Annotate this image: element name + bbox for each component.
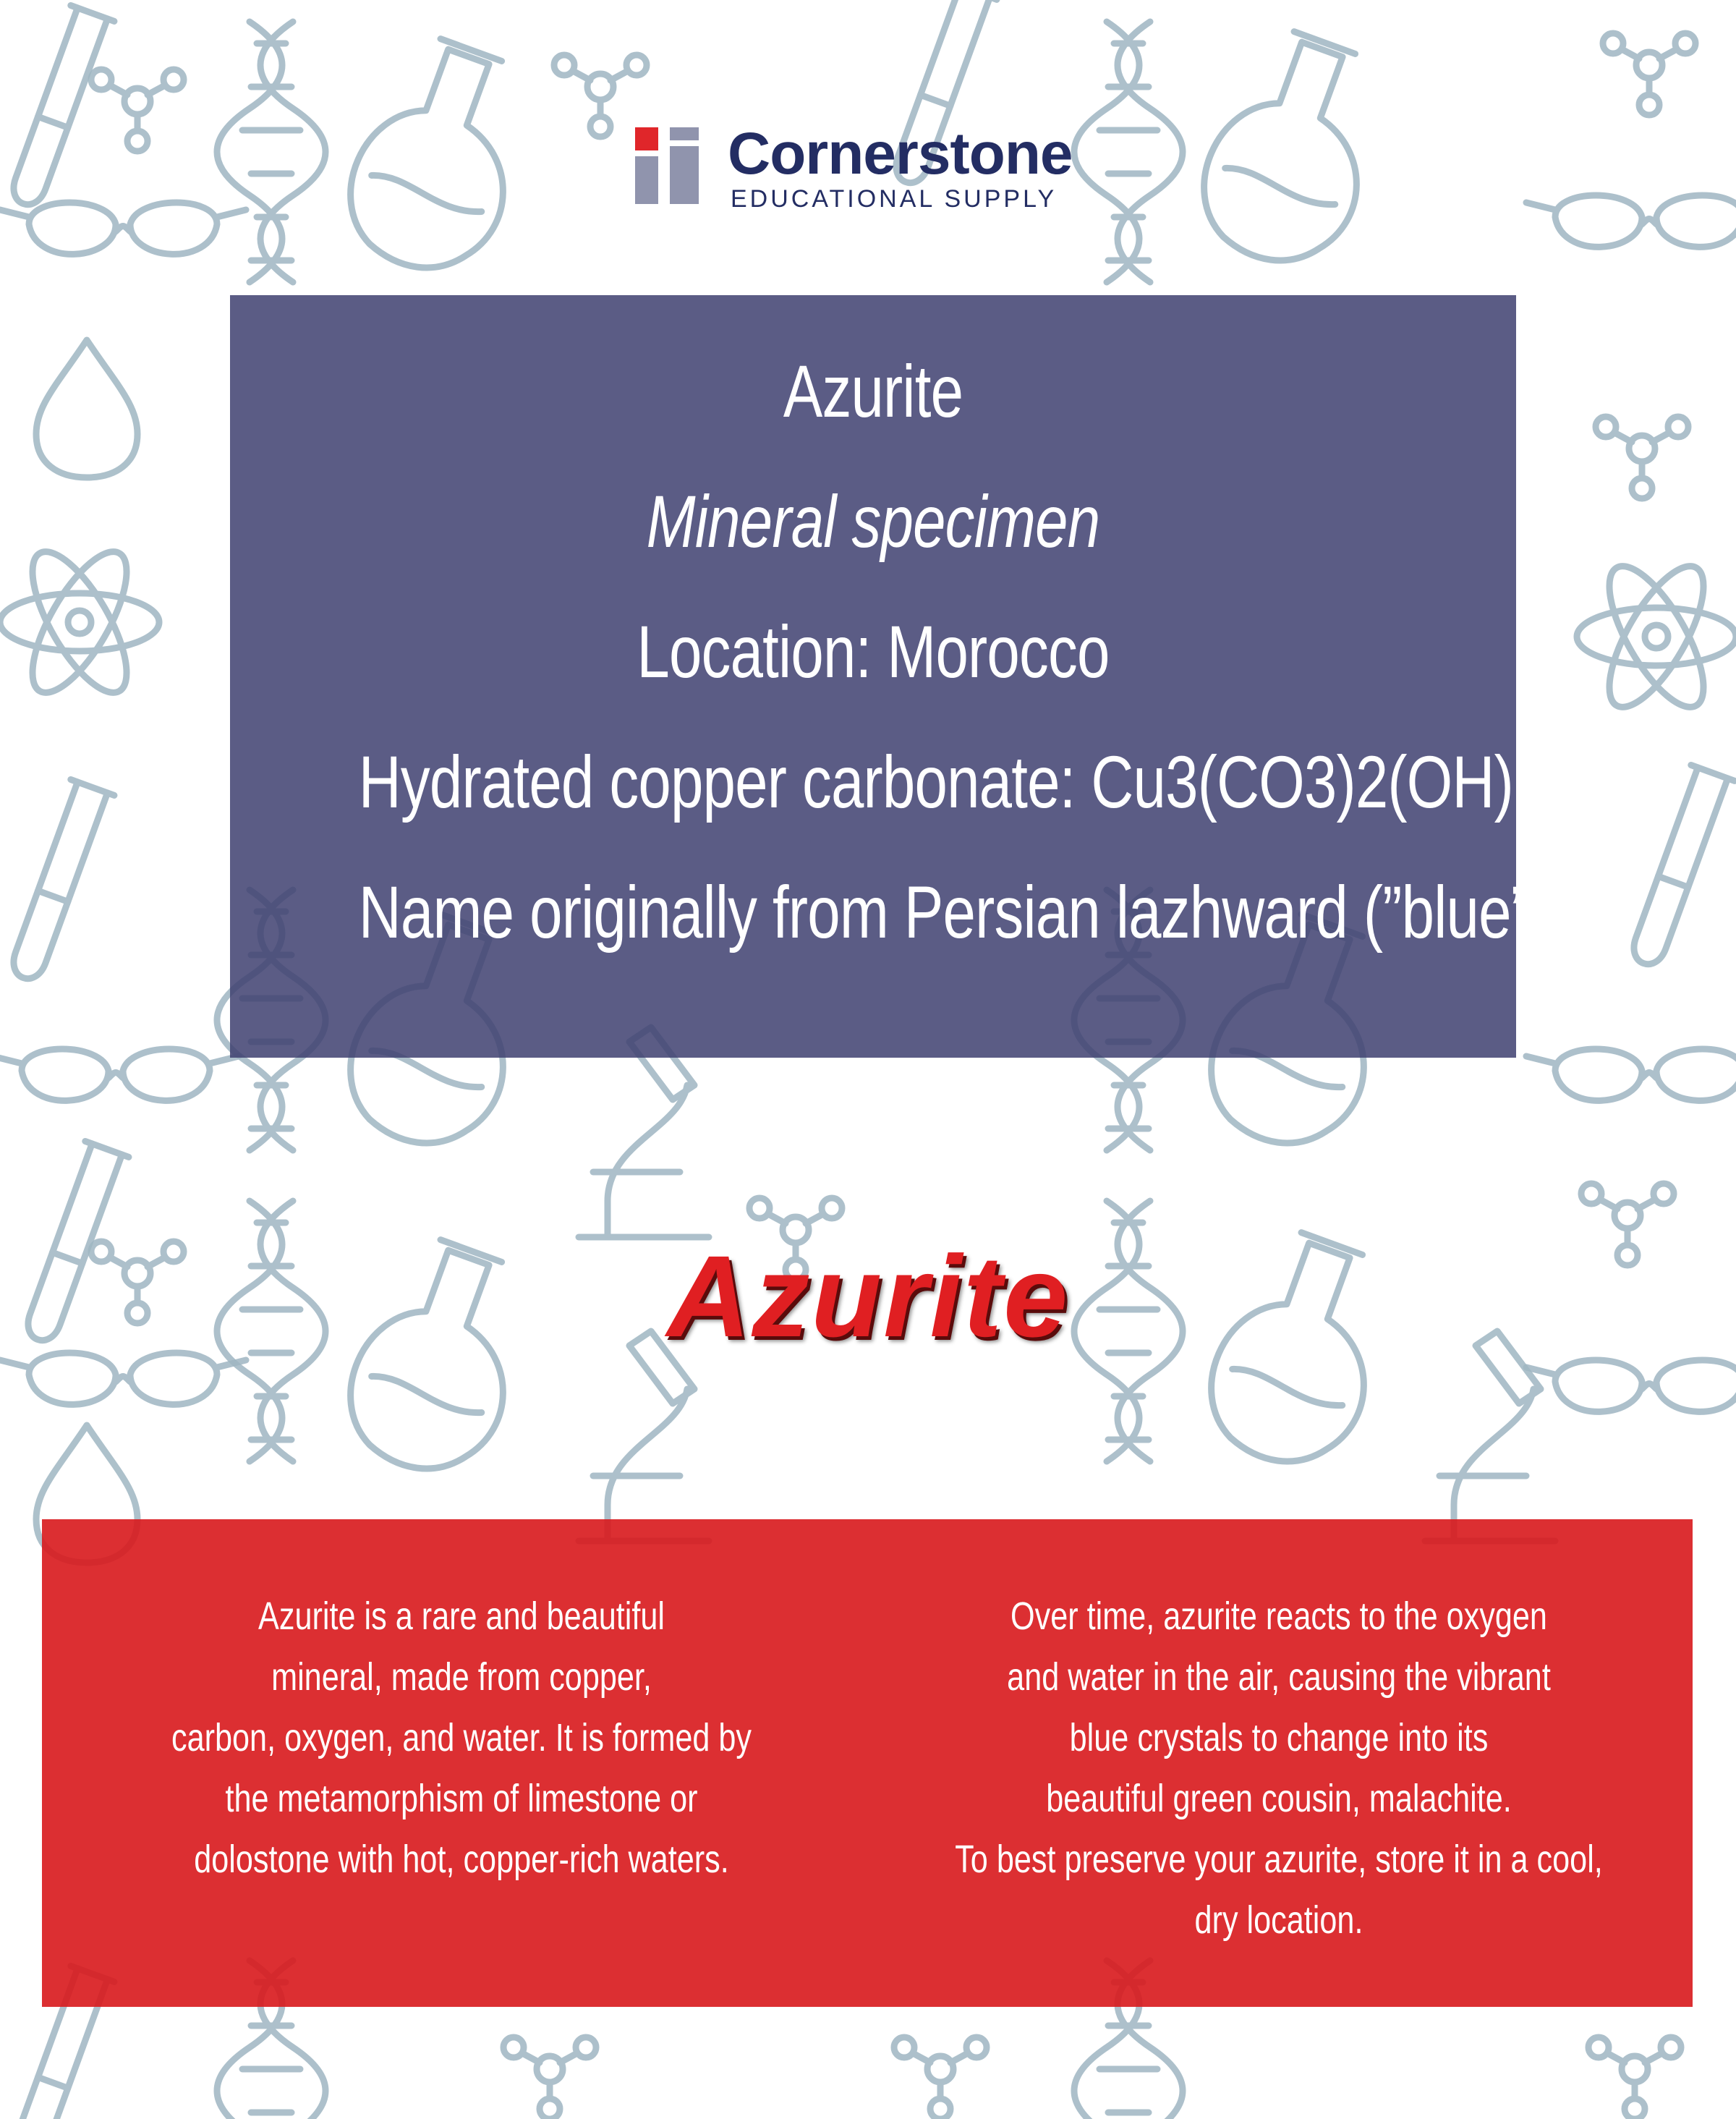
brand-name: Cornerstone — [728, 121, 1073, 187]
description-line: dry location. — [1194, 1898, 1363, 1942]
specimen-formula: Hydrated copper carbonate: Cu3(CO3)2(OH)2 — [358, 741, 1546, 823]
specimen-etymology: Name originally from Persian lazhward (”blue”) — [358, 871, 1549, 954]
mineral-heading: Azurite — [666, 1231, 1070, 1361]
description-line: Azurite is a rare and beautiful — [258, 1594, 665, 1638]
description-line: the metamorphism of limestone or — [225, 1777, 698, 1820]
specimen-location: Location: Morocco — [637, 611, 1110, 693]
description-line: Over time, azurite reacts to the oxygen — [1010, 1594, 1547, 1638]
logo-mark-icon — [635, 127, 700, 207]
description-line: mineral, made from copper, — [271, 1655, 652, 1699]
description-line: and water in the air, causing the vibrant — [1007, 1655, 1551, 1699]
specimen-title: Azurite — [783, 350, 963, 433]
description-line: dolostone with hot, copper-rich waters. — [194, 1838, 729, 1881]
description-line: To best preserve your azurite, store it in a cool, — [955, 1838, 1603, 1881]
brand-tagline: EDUCATIONAL SUPPLY — [731, 185, 1058, 213]
description-line: beautiful green cousin, malachite. — [1046, 1777, 1512, 1820]
description-line: blue crystals to change into its — [1069, 1716, 1489, 1759]
description-left — [126, 1586, 797, 1890]
specimen-info-panel — [230, 295, 1549, 1058]
specimen-type: Mineral specimen — [646, 480, 1100, 563]
description-panel — [42, 1519, 1693, 2007]
description-right — [949, 1586, 1609, 1950]
description-line: carbon, oxygen, and water. It is formed by — [171, 1716, 752, 1759]
brand-logo — [635, 121, 1098, 213]
